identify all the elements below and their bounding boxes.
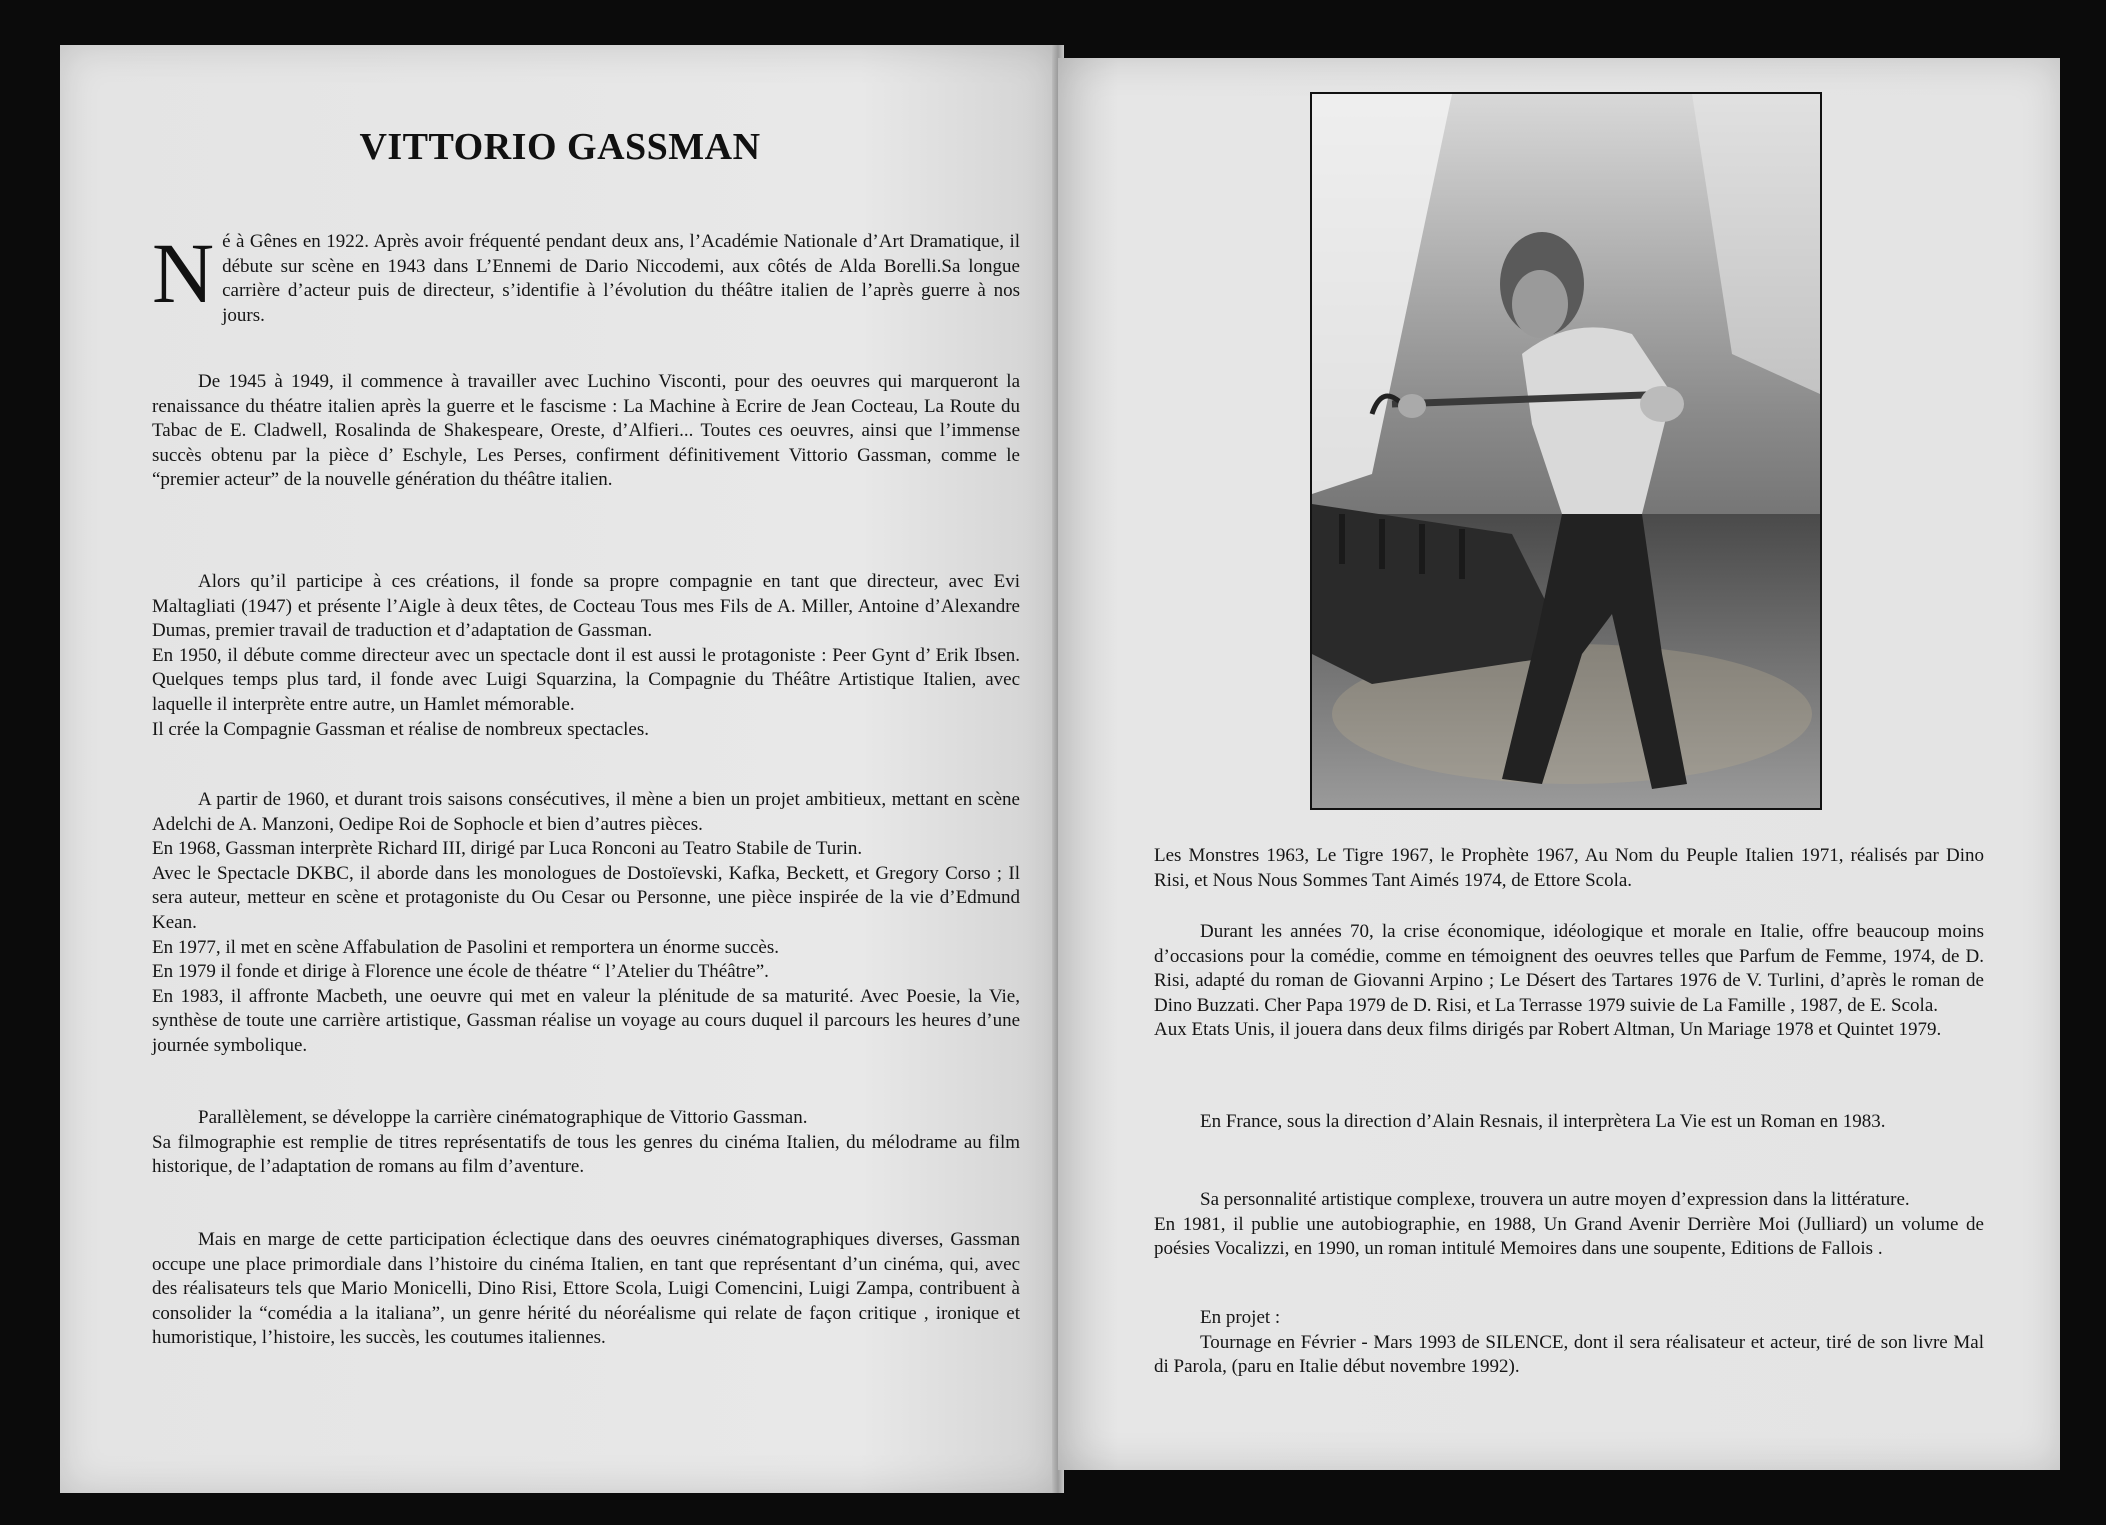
left-page: [60, 45, 1060, 1493]
paragraph-line: Avec le Spectacle DKBC, il aborde dans les monologues de Dostoïevski, Kafka, Beckett, et Gregory Corso ; Il sera auteur, metteur en scène et protagoniste du Ou Cesar ou Personne, une pièce inspirée de la vie d’Edmund Kean.: [152, 862, 1020, 933]
paragraph-line: En 1977, il met en scène Affabulation de Pasolini et remportera un énorme succès.: [152, 936, 779, 958]
paragraph-literature: [1154, 1188, 1984, 1262]
paragraph-comedia-text: Mais en marge de cette participation éclectique dans des oeuvres cinématographiques diverses, Gassman occupe une place primordiale dans l’histoire du cinéma Italien, en tant que représentant d’un cinéma, qui, avec des réalisateurs tels que Mario Monicelli, Dino Risi, Ettore Scola, Luigi Comencini, Luigi Zampa, contribuent à consolider la “comédia a la italiana”, un genre hérité du néoréalisme qui relate de façon critique , ironique et humoristique, l’histoire, les succès, les coutumes italiennes.: [152, 1229, 1020, 1349]
paragraph-line: A partir de 1960, et durant trois saisons consécutives, il mène a bien un projet ambitieux, mettant en scène Adelchi de A. Manzoni, Oedipe Roi de Sophocle et bien d’autres pièces.: [152, 789, 1020, 835]
paragraph-line: En 1950, il débute comme directeur avec un spectacle dont il est aussi le protagoniste : Peer Gynt d’ Erik Ibsen. Quelques temps plus tard, il fonde avec Luigi Squarzina, la Compagnie du Théâtre Artistique Italien, avec laquelle il interprète entre autre, un Hamlet mémorable.: [152, 644, 1020, 715]
paragraph-line: En 1983, il affronte Macbeth, une oeuvre qui met en valeur la plénitude de sa maturité. Avec Poesie, la Vie, synthèse de toute une carrière artistique, Gassman réalise un voyage au cours duquel il parcours les heures d’une journée symbolique.: [152, 985, 1020, 1056]
paragraph-france-text: En France, sous la direction d’Alain Resnais, il interprètera La Vie est un Roman en 1983.: [1200, 1111, 1886, 1132]
paragraph-line: En 1968, Gassman interprète Richard III, dirigé par Luca Ronconi au Teatro Stabile de Turin.: [152, 838, 863, 860]
paragraph-line: Il crée la Compagnie Gassman et réalise de nombreux spectacles.: [152, 718, 649, 740]
paragraph-line: En projet :: [1200, 1307, 1281, 1328]
paragraph-company: [152, 570, 1020, 742]
paragraph-line: En 1979 il fonde et dirige à Florence une école de théatre “ l’Atelier du Théâtre”.: [152, 961, 769, 983]
paragraph-films-text: Les Monstres 1963, Le Tigre 1967, le Prophète 1967, Au Nom du Peuple Italien 1971, réalisés par Dino Risi, et Nous Nous Sommes Tant Aimés 1974, de Ettore Scola.: [1154, 845, 1984, 891]
paragraph-birth-text: é à Gênes en 1922. Après avoir fréquenté pendant deux ans, l’Académie Nationale d’Art Dramatique, il débute sur scène en 1943 dans L’Ennemi de Dario Niccodemi, aux côtés de Alda Borelli.Sa longue carrière d’acteur puis de directeur, s’identifie à l’évolution du théâtre italien de l’après guerre à nos jours.: [222, 231, 1020, 326]
paragraph-france: [1154, 1110, 1984, 1135]
paragraph-seventies: [1154, 920, 1984, 1043]
paragraph-birth: [152, 225, 1020, 328]
paragraph-line: Parallèlement, se développe la carrière cinématographique de Vittorio Gassman.: [198, 1107, 808, 1128]
paragraph-line: Sa filmographie est remplie de titres représentatifs de tous les genres du cinéma Italien, du mélodrame au film historique, de l’adaptation de romans au film d’aventure.: [152, 1131, 1020, 1178]
paragraph-cinema: [152, 1106, 1020, 1180]
paragraph-films: [1154, 844, 1984, 893]
page-title: VITTORIO GASSMAN: [359, 126, 761, 168]
paragraph-visconti-text: De 1945 à 1949, il commence à travailler avec Luchino Visconti, pour des oeuvres qui marqueront la renaissance du théatre italien après la guerre et le fascisme : La Machine à Ecrire de Jean Cocteau, La Route du Tabac de E. Cladwell, Rosalinda de Shakespeare, Oreste, d’Alfieri... Toutes ces oeuvres, ainsi que l’immense succès obtenu par la pièce d’ Eschyle, Les Perses, confirment définitivement Vittorio Gassman, comme le “premier acteur” de la nouvelle génération du théâtre italien.: [152, 371, 1020, 491]
paragraph-line: Sa personnalité artistique complexe, trouvera un autre moyen d’expression dans la littérature.: [1200, 1189, 1910, 1210]
paragraph-line: Aux Etats Unis, il jouera dans deux films dirigés par Robert Altman, Un Mariage 1978 et Quintet 1979.: [1154, 1019, 1942, 1041]
actor-photo: [1310, 92, 1822, 810]
paragraph-line: Tournage en Février - Mars 1993 de SILENCE, dont il sera réalisateur et acteur, tiré de son livre Mal di Parola, (paru en Italie début novembre 1992).: [1154, 1331, 1984, 1378]
paragraph-line: Alors qu’il participe à ces créations, il fonde sa propre compagnie en tant que directeur, avec Evi Maltagliati (1947) et présente l’Aigle à deux têtes, de Cocteau Tous mes Fils de A. Miller, Antoine d’Alexandre Dumas, premier travail de traduction et d’adaptation de Gassman.: [152, 571, 1020, 642]
drop-cap: N: [152, 225, 215, 321]
paragraph-visconti: [152, 370, 1020, 493]
paragraph-1960s: [152, 788, 1020, 1059]
paragraph-comedia: [152, 1228, 1020, 1351]
paragraph-line: En 1981, il publie une autobiographie, en 1988, Un Grand Avenir Derrière Moi (Julliard) un volume de poésies Vocalizzi, en 1990, un roman intitulé Memoires dans une soupente, Editions de Fallois .: [1154, 1213, 1984, 1260]
paragraph-line: Durant les années 70, la crise économique, idéologique et morale en Italie, offre beaucoup moins d’occasions pour la comédie, comme en témoignent des oeuvres telles que Parfum de Femme, 1974, de D. Risi, adapté du roman de Giovanni Arpino ; Le Désert des Tartares 1976 de V. Turlini, d’après le roman de Dino Buzzati. Cher Papa 1979 de D. Risi, et La Terrasse 1979 suivie de La Famille , 1987, de E. Scola.: [1154, 921, 1984, 1016]
paragraph-project: [1154, 1306, 1984, 1380]
actor-photo-image: [1312, 94, 1820, 808]
